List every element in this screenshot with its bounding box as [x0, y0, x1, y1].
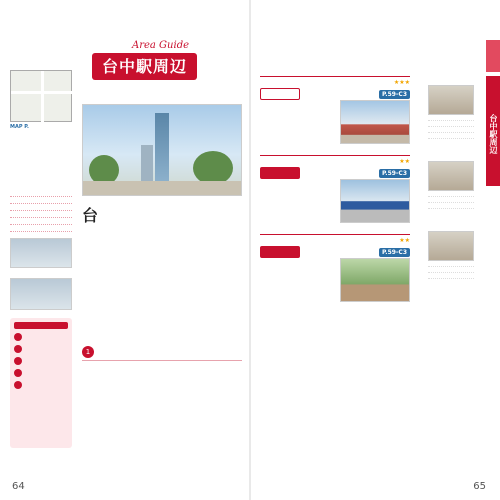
title-badge	[92, 53, 197, 80]
section-tab-top	[486, 40, 500, 72]
section-number-icon: 1	[82, 346, 94, 358]
area-map	[10, 70, 72, 122]
dropcap: 台	[82, 206, 99, 225]
side-info-row	[10, 218, 72, 225]
side-spot-photo	[428, 231, 474, 261]
plan-title	[14, 322, 68, 329]
side-photo-2	[10, 278, 72, 310]
page-gutter	[249, 0, 251, 500]
star-rating-icon: ★★	[399, 237, 410, 244]
spot-photo	[340, 258, 410, 302]
spot-map-ref: P.59-C3	[379, 248, 410, 257]
side-info-list	[10, 190, 72, 232]
side-spot-title	[428, 152, 474, 159]
section-heading	[82, 346, 242, 361]
right-page	[250, 0, 500, 500]
side-caption-1	[10, 270, 72, 275]
plan-step	[14, 357, 68, 365]
step-dot-icon	[14, 381, 22, 389]
plan-steps	[14, 333, 68, 389]
side-spot-photo	[428, 85, 474, 115]
page-number-left: 64	[12, 481, 25, 492]
hero-photo	[82, 104, 242, 196]
step-dot-icon	[14, 369, 22, 377]
spot-map-ref: P.59-C3	[379, 169, 410, 178]
spot-namebar	[260, 88, 410, 100]
walking-plan-box	[10, 318, 72, 448]
map-reference: MAP P.	[10, 124, 29, 130]
title-bar	[92, 53, 240, 80]
spots-column	[260, 76, 410, 313]
side-spot-block	[428, 76, 474, 144]
page-number-right: 65	[473, 481, 486, 492]
side-spot-block	[428, 152, 474, 214]
spot-entry	[260, 155, 410, 228]
side-photo-1	[10, 238, 72, 268]
spot-photo	[340, 100, 410, 144]
spot-kicker	[260, 155, 410, 165]
side-info-row	[10, 190, 72, 197]
side-spot-title	[428, 76, 474, 83]
spot-name	[260, 88, 300, 100]
spot-kicker	[260, 234, 410, 244]
spot-name	[260, 246, 300, 258]
side-spot-photo	[428, 161, 474, 191]
spot-namebar	[260, 246, 410, 258]
side-info-row	[10, 225, 72, 232]
hero-caption	[140, 198, 240, 203]
right-side-column	[428, 76, 474, 292]
spot-kicker	[260, 76, 410, 86]
plan-step	[14, 369, 68, 377]
spot-namebar	[260, 167, 410, 179]
side-spot-caption	[428, 209, 474, 214]
side-spot-title	[428, 222, 474, 229]
page-title: 台中駅周辺	[102, 57, 188, 76]
spot-entry	[260, 234, 410, 307]
side-spot-caption	[428, 279, 474, 284]
star-rating-icon: ★★	[399, 158, 410, 165]
spot-entry	[260, 76, 410, 149]
step-dot-icon	[14, 333, 22, 341]
side-caption-2	[10, 311, 72, 316]
plan-step	[14, 345, 68, 353]
spot-map-ref: P.59-C3	[379, 90, 410, 99]
section-tab-main: 台中駅周辺	[486, 76, 500, 186]
side-info-row	[10, 204, 72, 211]
plan-step	[14, 381, 68, 389]
plan-step	[14, 333, 68, 341]
spot-photo-caption	[260, 302, 410, 307]
spot-name	[260, 167, 300, 179]
intro-text	[82, 208, 242, 224]
spot-photo-caption	[260, 223, 410, 228]
step-dot-icon	[14, 345, 22, 353]
spot-photo	[340, 179, 410, 223]
area-guide-tag: Area Guide	[132, 40, 190, 51]
side-spot-block	[428, 222, 474, 284]
star-rating-icon: ★★★	[393, 79, 410, 86]
spot-photo-caption	[260, 144, 410, 149]
step-dot-icon	[14, 357, 22, 365]
side-info-row	[10, 197, 72, 204]
side-info-row	[10, 211, 72, 218]
side-spot-caption	[428, 139, 474, 144]
